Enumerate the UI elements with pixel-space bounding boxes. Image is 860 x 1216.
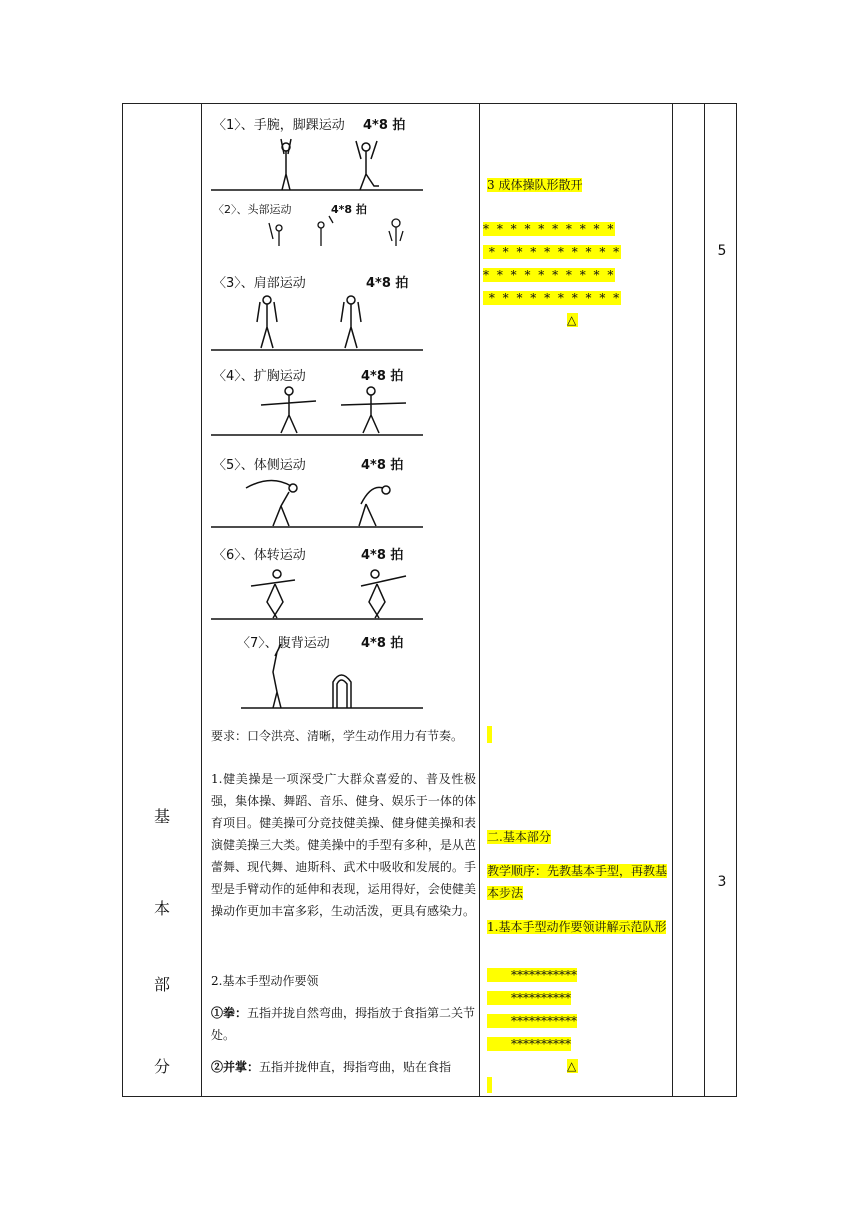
section-char: 部 [153, 975, 170, 994]
star-row: * * * * * * * * * * [483, 291, 622, 305]
exercise-beat: 4*8 拍 [366, 276, 409, 291]
section-char: 分 [153, 1057, 170, 1076]
exercise-figure [211, 632, 479, 712]
exercise-title: 〈2〉、头部运动 [213, 203, 292, 216]
star-row: ********** [487, 991, 571, 1005]
section-char: 基 [153, 807, 170, 826]
paragraph-heading: 2.基本手型动作要领 [211, 974, 319, 988]
palm-description [211, 1056, 476, 1078]
teaching-order: 教学顺序：先教基本手型，再教基本步法 [487, 864, 668, 900]
palm-label: ②并掌： [211, 1060, 260, 1074]
time-value: 5 [717, 243, 727, 259]
exercise-beat: 4*8 拍 [363, 118, 406, 133]
divider [672, 104, 673, 1096]
star-row: * * * * * * * * * * [483, 222, 616, 236]
exercise-figure [211, 201, 479, 263]
divider [479, 104, 480, 1096]
time-value: 3 [717, 874, 727, 890]
exercise-beat: 4*8 拍 [361, 369, 404, 384]
exercise-title: 〈6〉、体转运动 [213, 548, 306, 563]
exercise-title: 〈5〉、体侧运动 [213, 458, 306, 473]
exercise-figure [211, 365, 479, 439]
fist-description [211, 1002, 476, 1046]
exercise-title: 〈3〉、肩部运动 [213, 276, 306, 291]
exercise-beat: 4*8 拍 [361, 458, 404, 473]
fist-text: 五指并拢自然弯曲，拇指放于食指第二关节处。 [211, 1006, 476, 1042]
divider [201, 104, 202, 1096]
section-char: 本 [153, 899, 170, 918]
star-row: *********** [487, 968, 577, 982]
exercise-title: 〈4〉、扩胸运动 [213, 369, 306, 384]
teacher-marker: △ [567, 1059, 579, 1073]
star-row: * * * * * * * * * * [483, 268, 616, 282]
divider [704, 104, 705, 1096]
basic-part-title: 二.基本部分 [487, 830, 551, 844]
paragraph-intro: 1.健美操是一项深受广大群众喜爱的、普及性极强，集体操、舞蹈、音乐、健身、娱乐于一体的体育项目。健美操可分竞技健美操、健身健美操和表演健美操三大类。健美操中的手型有多种，是从芭蕾舞、现代舞、迪斯科、武术中吸收和发展的。手型是手臂动作的延伸和表现，运用得好，会使健美操动作更加丰富多彩，生动活泼，更具有感染力。 [211, 772, 476, 918]
exercise-beat: 4*8 拍 [361, 636, 404, 651]
exercise-title: 〈1〉、手腕，脚踝运动 [213, 118, 345, 133]
lesson-table [122, 103, 737, 1097]
section-column [123, 104, 201, 1096]
exercise-figure [211, 544, 479, 624]
organization-column [481, 104, 671, 1096]
teacher-marker: △ [567, 313, 579, 327]
requirement-text: 要求：口令洪亮、清晰，学生动作用力有节奏。 [211, 729, 464, 743]
exercise-beat: 4*8 拍 [361, 548, 404, 563]
star-row: * * * * * * * * * * [483, 245, 622, 259]
palm-text: 五指并拢伸直，拇指弯曲，贴在食指 [259, 1060, 452, 1074]
exercise-figure [211, 454, 479, 534]
exercise-figure [211, 272, 479, 352]
fist-label: ①拳： [211, 1006, 248, 1020]
formation-title: 3 成体操队形散开 [487, 178, 583, 192]
exercise-beat: 4*8 拍 [331, 203, 367, 216]
star-row: ********** [487, 1037, 571, 1051]
exercise-title: 〈7〉、腹背运动 [237, 636, 330, 651]
content-column [203, 104, 479, 1096]
demo-formation-title: 1.基本手型动作要领讲解示范队形 [487, 920, 667, 934]
exercise-figure [211, 114, 479, 194]
highlight-mark [487, 726, 492, 743]
star-row: *********** [487, 1014, 577, 1028]
highlight-mark [487, 1077, 492, 1093]
